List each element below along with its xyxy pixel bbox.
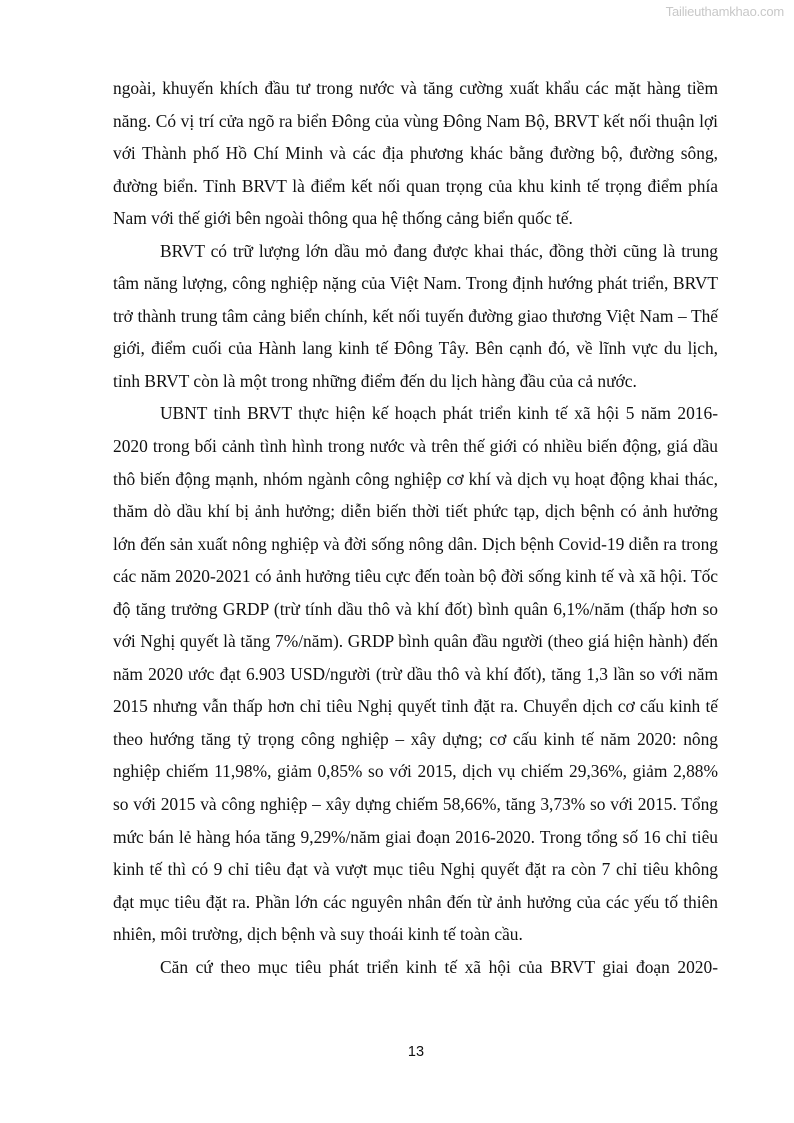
paragraph-oil-reserves: BRVT có trữ lượng lớn dầu mỏ đang được khai thác, đồng thời cũng là trung tâm năng lượng, công nghiệp nặng của Việt Nam. Trong định hướng phát triển, BRVT trở thành trung tâm cảng biển chính, kết nối tuyến đường giao thương Việt Nam – Thế giới, điểm cuối của Hành lang kinh tế Đông Tây. Bên cạnh đó, về lĩnh vực du lịch, tỉnh BRVT còn là một trong những điểm đến du lịch hàng đầu của cả nước. xyxy=(113,240,718,391)
page-number: 13 xyxy=(407,1044,425,1060)
paragraph-economic-plan: UBNT tỉnh BRVT thực hiện kế hoạch phát triển kinh tế xã hội 5 năm 2016-2020 trong bối cảnh tình hình trong nước và trên thế giới có nhiều biến động, giá dầu thô biến động mạnh, nhóm ngành công nghiệp cơ khí và dịch vụ hoạt động khai thác, thăm dò dầu khí bị ảnh hưởng; diễn biến thời tiết phức tạp, dịch bệnh có ảnh hưởng lớn đến sản xuất nông nghiệp và đời sống nông dân. Dịch bệnh Covid-19 diễn ra trong các năm 2020-2021 có ảnh hưởng tiêu cực đến toàn bộ đời sống kinh tế và xã hội. Tốc độ tăng trưởng GRDP (trừ tính dầu thô và khí đốt) bình quân 6,1%/năm (thấp hơn so với Nghị quyết là tăng 7%/năm). GRDP bình quân đầu người (theo giá hiện hành) đến năm 2020 ước đạt 6.903 USD/người (trừ dầu thô và khí đốt), tăng 1,3 lần so với năm 2015 nhưng vẫn thấp hơn chỉ tiêu Nghị quyết tỉnh đặt ra. Chuyển dịch cơ cấu kinh tế theo hướng tăng tỷ trọng công nghiệp – xây dựng; cơ cấu kinh tế năm 2020: nông nghiệp chiếm 11,98%, giảm 0,85% so với 2015, dịch vụ chiếm 29,36%, giảm 2,88% so với 2015 và công nghiệp – xây dựng chiếm 58,66%, tăng 3,73% so với 2015. Tổng mức bán lẻ hàng hóa tăng 9,29%/năm giai đoạn 2016-2020. Trong tổng số 16 chỉ tiêu kinh tế thì có 9 chỉ tiêu đạt và vượt mục tiêu Nghị quyết đặt ra còn 7 chỉ tiêu không đạt mục tiêu đặt ra. Phần lớn các nguyên nhân đến từ ảnh hưởng của các yếu tố thiên nhiên, môi trường, dịch bệnh và suy thoái kinh tế toàn cầu. xyxy=(113,403,718,945)
watermark: Tailieuthamkhao.com xyxy=(665,4,784,19)
document-body xyxy=(113,72,718,983)
paragraph-continuation: ngoài, khuyến khích đầu tư trong nước và tăng cường xuất khẩu các mặt hàng tiềm năng. Có vị trí cửa ngõ ra biển Đông của vùng Đông Nam Bộ, BRVT kết nối thuận lợi với Thành phố Hồ Chí Minh và các địa phương khác bằng đường bộ, đường sông, đường biển. Tỉnh BRVT là điểm kết nối quan trọng của khu kinh tế trọng điểm phía Nam với thế giới bên ngoài thông qua hệ thống cảng biển quốc tế. xyxy=(113,78,718,229)
paragraph-development-goals: Căn cứ theo mục tiêu phát triển kinh tế xã hội của BRVT giai đoạn 2020- xyxy=(160,956,718,977)
